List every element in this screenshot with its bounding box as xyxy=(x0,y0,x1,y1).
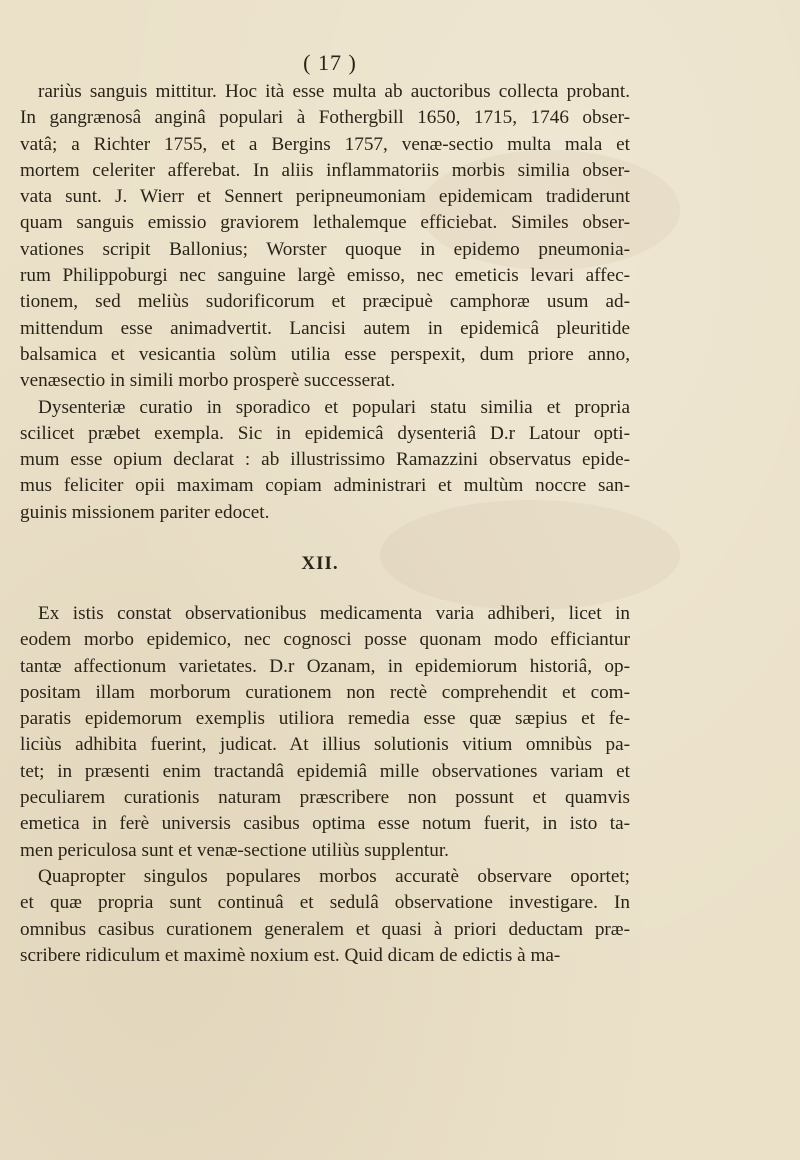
text-line: vata sunt. J. Wierr et Sennert peripneumoniam epidemicam tradiderunt xyxy=(20,186,630,208)
text-line: Ex istis constat observationibus medicamenta varia adhiberi, licet in xyxy=(38,603,630,624)
text-line: scribere ridiculum et maximè noxium est. Quid dicam de edictis à ma- xyxy=(20,944,561,966)
text-line: vationes scripit Ballonius; Worster quoque in epidemo pneumonia- xyxy=(20,238,630,260)
text-line: scilicet præbet exempla. Sic in epidemicâ dysenteriâ D.r Latour opti- xyxy=(20,422,630,444)
text-line: positam illam morborum curationem non rectè comprehendit et com- xyxy=(20,681,630,703)
text-line: paratis epidemorum exemplis utiliora remedia esse quæ sæpius et fe- xyxy=(20,708,630,730)
paragraph xyxy=(20,601,630,864)
text-line: vatâ; a Richter 1755, et a Bergins 1757, venæ-sectio multa mala et xyxy=(20,133,630,155)
text-line: Quapropter singulos populares morbos accuratè observare oportet; xyxy=(38,865,630,887)
text-line: tantæ affectionum varietates. D.r Ozanam, in epidemiorum historiâ, op- xyxy=(20,655,630,677)
text-line: et quæ propria sunt continuâ et sedulâ observatione investigare. In xyxy=(20,892,630,914)
text-line: mittendum esse animadvertit. Lancisi autem in epidemicâ pleuritide xyxy=(20,317,630,339)
text-line: Dysenteriæ curatio in sporadico et populari statu similia et propria xyxy=(38,396,630,418)
text-line: quam sanguis emissio graviorem lethalemque efficiebat. Similes obser- xyxy=(20,212,630,234)
text-line: balsamica et vesicantia solùm utilia esse perspexit, dum priore anno, xyxy=(20,343,630,365)
text-line: venæsectio in simili morbo prosperè successerat. xyxy=(20,370,396,392)
paragraph xyxy=(20,395,630,526)
text-line: guinis missionem pariter edocet. xyxy=(20,501,270,523)
text-line: rum Philippoburgi nec sanguine largè emisso, nec emeticis levari affec- xyxy=(20,265,630,287)
text-line: men periculosa sunt et venæ-sectione utiliùs supplentur. xyxy=(20,839,449,861)
text-after-heading xyxy=(20,601,630,969)
section-heading: XII. xyxy=(301,553,339,574)
text-line: emetica in ferè universis casibus optima esse notum fuerit, in isto ta- xyxy=(20,813,630,835)
paragraph xyxy=(20,79,630,395)
page-number: ( 17 ) xyxy=(303,50,357,75)
text-before-heading xyxy=(20,79,630,526)
text-line: tet; in præsenti enim tractandâ epidemiâ mille observationes variam et xyxy=(20,760,630,782)
text-line: tionem, sed meliùs sudorificorum et præcipuè camphoræ usum ad- xyxy=(20,291,630,313)
text-line: eodem morbo epidemico, nec cognosci posse quonam modo efficiantur xyxy=(20,629,630,651)
text-line: mus feliciter opii maximam copiam administrari et multùm noccre san- xyxy=(20,475,630,497)
text-line: liciùs adhibita fuerint, judicat. At illius solutionis vitium omnibùs pa- xyxy=(20,734,630,756)
paragraph xyxy=(20,864,630,969)
text-line: In gangrænosâ anginâ populari à Fothergbill 1650, 1715, 1746 obser- xyxy=(20,107,630,129)
text-line: mum esse opium declarat : ab illustrissimo Ramazzini observatus epide- xyxy=(20,449,630,471)
text-line: rariùs sanguis mittitur. Hoc ità esse multa ab auctoribus collecta probant. xyxy=(38,81,630,102)
text-line: peculiarem curationis naturam præscribere non possunt et quamvis xyxy=(20,787,630,809)
text-line: mortem celeriter afferebat. In aliis inflammatoriis morbis similia obser- xyxy=(20,159,630,181)
text-line: omnibus casibus curationem generalem et quasi à priori deductam præ- xyxy=(20,918,630,940)
